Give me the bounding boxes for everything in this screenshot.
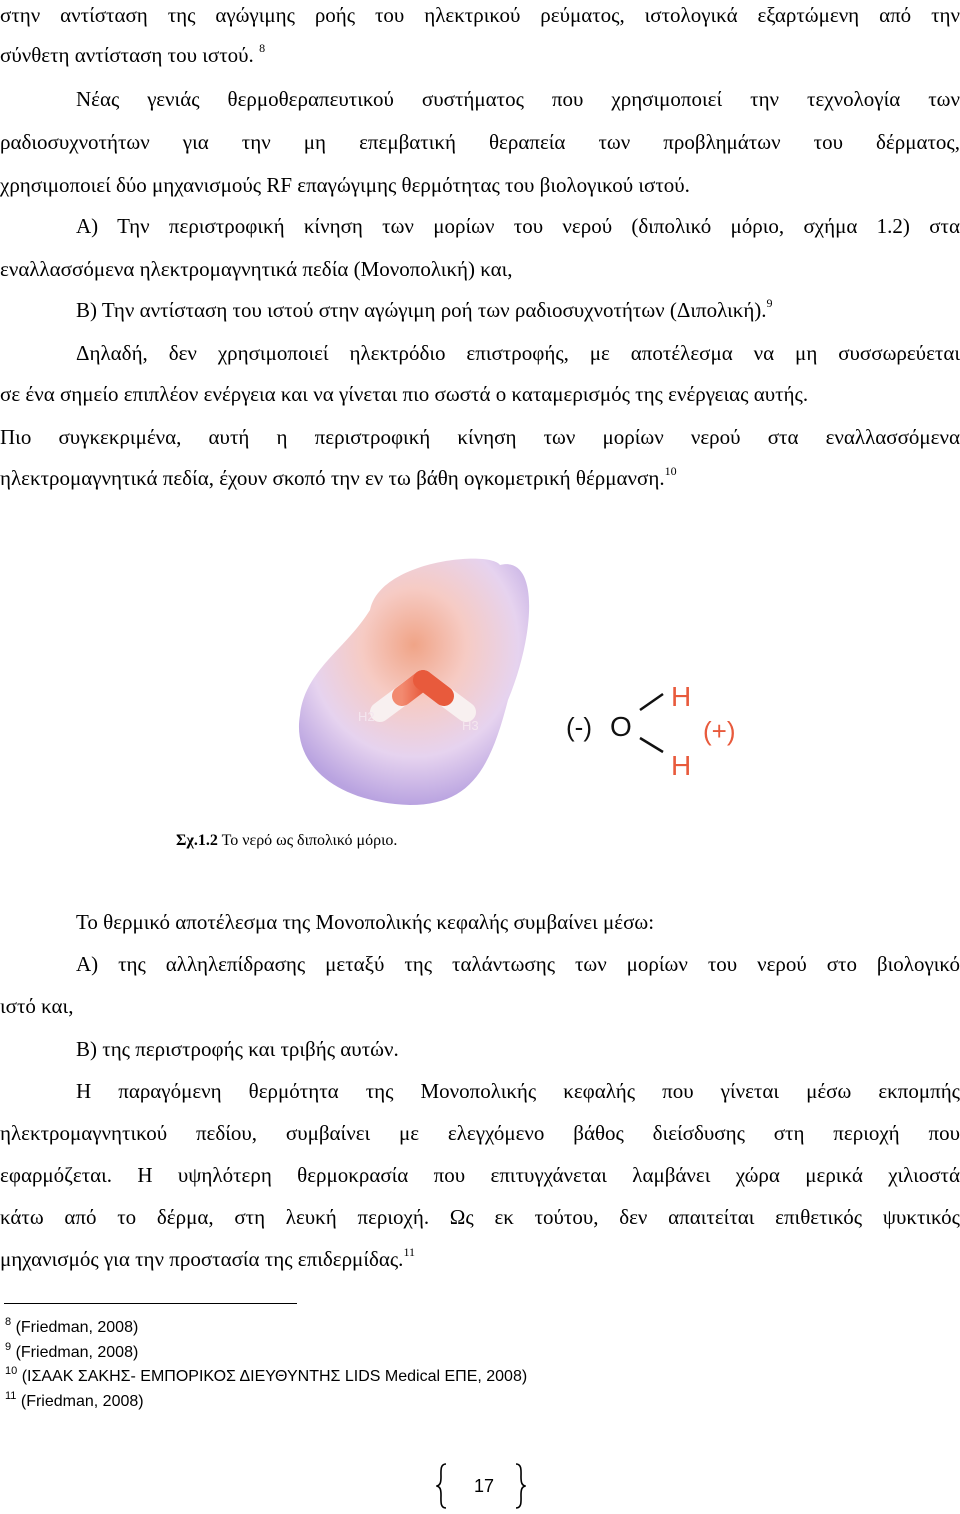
footnote-ref-10[interactable]: 10 (664, 465, 677, 478)
body-line-3: Νέας γενιάς θερμοθεραπευτικού συστήματος που χρησιμοποιεί την τεχνολογία των (76, 87, 960, 111)
body-line-14: Α) της αλληλεπίδρασης μεταξύ της ταλάντωσης των μορίων του νερού στο βιολογικό (76, 952, 960, 976)
water-molecule-figure (290, 540, 770, 830)
charge-plus: (+) (703, 716, 736, 746)
footnote-8-num: 8 (5, 1316, 12, 1328)
footnote-9 (5, 1343, 138, 1363)
body-line-4: ραδιοσυχνοτήτων για την μη επεμβατική θεραπεία των προβλημάτων του δέρματος, (0, 130, 960, 154)
footnote-9-text: (Friedman, 2008) (15, 1344, 139, 1361)
body-line-16: Β) της περιστροφής και τριβής αυτών. (76, 1037, 399, 1061)
body-line-18: ηλεκτρομαγνητικού πεδίου, συμβαίνει με ελεγχόμενο βάθος διείσδυσης στη περιοχή που (0, 1121, 960, 1145)
figure-caption-text: Το νερό ως διπολικό μόριο. (217, 832, 398, 849)
hydrogen-bottom: H (671, 750, 692, 781)
body-line-19: εφαρμόζεται. Η υψηλότερη θερμοκρασία που επιτυγχάνεται λαμβάνει χώρα μερικά χιλιοστά (0, 1163, 960, 1187)
footnote-ref-11[interactable]: 11 (403, 1246, 415, 1259)
body-line-13: Το θερμικό αποτέλεσμα της Μονοπολικής κεφαλής συμβαίνει μέσω: (76, 910, 655, 934)
footnote-8-text: (Friedman, 2008) (15, 1319, 139, 1336)
oxygen-symbol: O (610, 711, 632, 742)
figure-caption (176, 830, 397, 852)
footnote-8 (5, 1318, 138, 1338)
footnote-10-text: (ΙΣΑΑΚ ΣΑΚΗΣ- ΕΜΠΟΡΙΚΟΣ ΔΙΕΥΘΥΝΤΗΣ LIDS Medical ΕΠΕ, 2008) (21, 1368, 528, 1385)
body-line-12 (0, 465, 960, 491)
atom-label-h2: H2 (358, 709, 375, 724)
body-line-12-text: ηλεκτρομαγνητικά πεδία, έχουν σκοπό την εν τω βάθη ογκομετρική θέρμανση. (0, 466, 665, 490)
page-brace-left (436, 1463, 448, 1509)
body-line-15: ιστό και, (0, 994, 74, 1018)
body-line-8 (76, 297, 960, 323)
body-line-10: σε ένα σημείο επιπλέον ενέργεια και να γίνεται πιο σωστά ο καταμερισμός της ενέργειας αυτής. (0, 382, 809, 406)
footnote-11-num: 11 (5, 1390, 17, 1402)
body-line-21 (0, 1246, 960, 1272)
bond-bottom (640, 738, 663, 752)
body-line-9: Δηλαδή, δεν χρησιμοποιεί ηλεκτρόδιο επιστροφής, με αποτέλεσμα να μη συσσωρεύεται (76, 341, 960, 365)
body-line-8-text: Β) Την αντίσταση του ιστού στην αγώγιμη ροή των ραδιοσυχνοτήτων (Διπολική). (76, 298, 767, 322)
footnote-11-text: (Friedman, 2008) (20, 1393, 144, 1410)
body-line-11: Πιο συγκεκριμένα, αυτή η περιστροφική κίνηση των μορίων νερού στα εναλλασσόμενα (0, 425, 960, 449)
bond-top (640, 694, 663, 710)
footnote-9-num: 9 (5, 1341, 12, 1353)
footnote-11 (5, 1392, 144, 1412)
footnote-10-num: 10 (5, 1365, 18, 1377)
atom-label-h3: H3 (462, 718, 479, 733)
figure-caption-label: Σχ.1.2 (176, 832, 218, 849)
footnote-ref-9[interactable]: 9 (766, 297, 773, 310)
footnote-10 (5, 1367, 527, 1387)
body-line-6: Α) Την περιστροφική κίνηση των μορίων του νερού (διπολικό μόριο, σχήμα 1.2) στα (76, 214, 960, 238)
page-number: 17 (474, 1476, 495, 1496)
body-line-2-text: σύνθετη αντίσταση του ιστού. (0, 43, 254, 67)
body-line-5: χρησιμοποιεί δύο μηχανισμούς RF επαγώγιμης θερμότητας του βιολογικού ιστού. (0, 173, 690, 197)
body-line-1: στην αντίσταση της αγώγιμης ροής του ηλεκτρικού ρεύματος, ιστολογικά εξαρτώμενη από την (0, 3, 960, 27)
body-line-20: κάτω από το δέρμα, στη λευκή περιοχή. Ως εκ τούτου, δεν απαιτείται επιθετικός ψυκτικός (0, 1205, 960, 1229)
footnote-separator (4, 1303, 297, 1304)
hydrogen-top: H (671, 681, 692, 712)
footnote-ref-8[interactable]: 8 (259, 42, 266, 55)
page-brace-right (514, 1463, 526, 1509)
body-line-7: εναλλασσόμενα ηλεκτρομαγνητικά πεδία (Μονοπολική) και, (0, 257, 513, 281)
charge-minus: (-) (566, 712, 592, 742)
body-line-17: Η παραγόμενη θερμότητα της Μονοπολικής κεφαλής που γίνεται μέσω εκπομπής (76, 1079, 960, 1103)
body-line-2 (0, 42, 960, 68)
body-line-21-text: μηχανισμός για την προστασία της επιδερμίδας. (0, 1247, 404, 1271)
